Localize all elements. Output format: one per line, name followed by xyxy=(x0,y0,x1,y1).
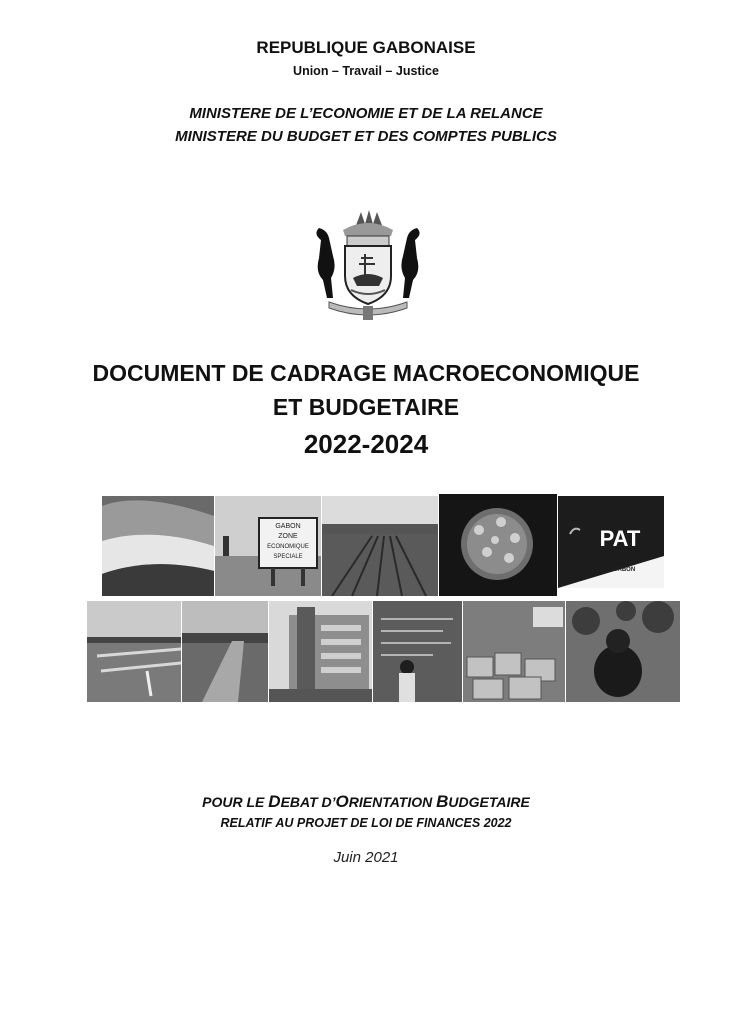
photo-virus xyxy=(439,494,557,596)
photo-classroom xyxy=(373,601,462,702)
ministry-budget: MINISTERE DU BUDGET ET DES COMPTES PUBLICS xyxy=(175,128,557,145)
document-date: Juin 2021 xyxy=(333,849,399,866)
photo-river xyxy=(87,601,181,702)
pat-logo-text: PAT xyxy=(599,526,641,551)
coat-of-arms-emblem xyxy=(303,206,433,322)
sign-text-3: ECONOMIQUE xyxy=(267,544,309,550)
photo-building xyxy=(269,601,372,702)
republic-title: REPUBLIQUE GABONAISE xyxy=(256,38,476,57)
document-period: 2022-2024 xyxy=(303,429,429,459)
debate-purpose-line-1: POUR LE DEBAT D’ORIENTATION BUDGETAIRE xyxy=(202,792,530,811)
photo-road-works xyxy=(182,601,268,702)
photo-market xyxy=(463,601,565,702)
photo-special-economic-zone xyxy=(215,496,321,596)
sign-text-1: GABON xyxy=(275,523,301,530)
photo-flag xyxy=(102,496,214,596)
document-title-line-1: DOCUMENT DE CADRAGE MACROECONOMIQUE xyxy=(92,360,640,386)
photo-plantation xyxy=(322,496,438,596)
photo-pat-logo xyxy=(558,496,664,588)
sign-text-2: ZONE xyxy=(278,533,298,540)
ministry-economy: MINISTERE DE L’ECONOMIE ET DE LA RELANCE xyxy=(189,105,543,122)
document-title-line-2: ET BUDGETAIRE xyxy=(272,394,460,420)
photo-gorilla xyxy=(566,601,680,702)
pat-sub-text: GABON xyxy=(612,567,636,573)
sign-text-4: SPECIALE xyxy=(273,554,303,560)
debate-purpose-line-2: RELATIF AU PROJET DE LOI DE FINANCES 2022 xyxy=(220,816,512,830)
national-motto: Union – Travail – Justice xyxy=(293,64,439,78)
